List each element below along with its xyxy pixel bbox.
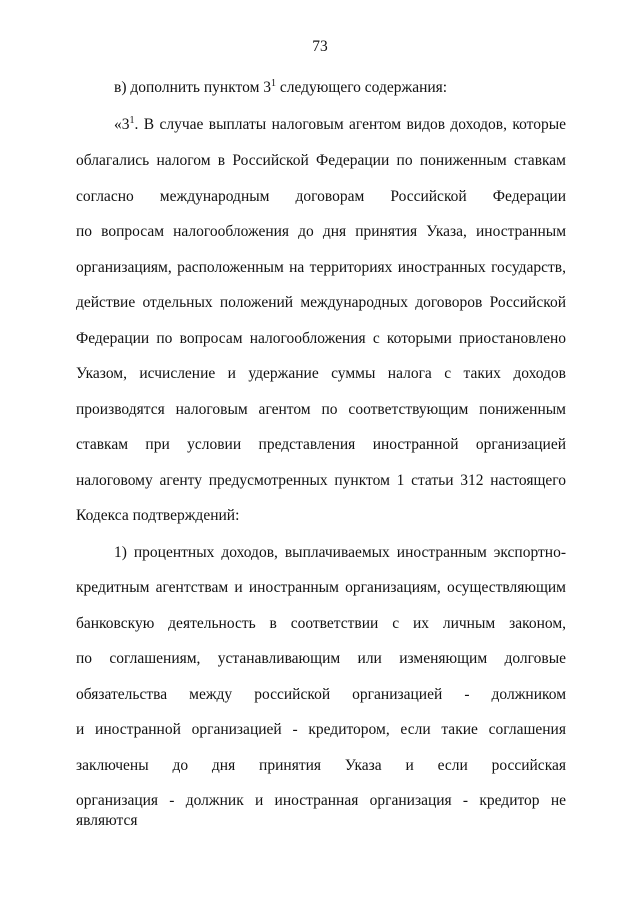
paragraph-1-line: Указом, исчисление и удержание суммы налога с таких доходов [76,365,566,382]
item-v-superscript: 1 [271,77,276,89]
paragraph-2-line: организация - должник и иностранная организация - кредитор не являются [76,792,566,829]
paragraph-1-first-line [114,115,566,135]
paragraph-2-first-line: 1) процентных доходов, выплачиваемых иностранным экспортно- [114,544,566,561]
paragraph-1-prefix: «3 [114,116,130,133]
paragraph-1-line: производятся налоговым агентом по соответствующим пониженным [76,401,566,418]
paragraph-2-line: кредитным агентствам и иностранным организациям, осуществляющим [76,579,566,596]
paragraph-1-line: ставкам при условии представления иностранной организацией [76,436,566,453]
paragraph-2-line: заключены до дня принятия Указа и если российская [76,757,566,774]
paragraph-1-line: налоговому агенту предусмотренных пунктом 1 статьи 312 настоящего [76,472,566,489]
item-v-line [114,78,566,98]
paragraph-2-line: обязательства между российской организацией - должником [76,686,566,703]
paragraph-1-last-line: Кодекса подтверждений: [76,507,240,524]
page-number: 73 [312,38,328,55]
paragraph-2-line: банковскую деятельность в соответствии с их личным законом, [76,615,566,632]
item-v-prefix: в) дополнить пунктом 3 [114,79,271,96]
paragraph-1-line: по вопросам налогообложения до дня принятия Указа, иностранным [76,223,566,240]
item-v-suffix: следующего содержания: [276,79,448,96]
paragraph-1-line: организациям, расположенным на территориях иностранных государств, [76,259,566,276]
paragraph-2-line: и иностранной организацией - кредитором, если такие соглашения [76,721,566,738]
paragraph-1-line: Федерации по вопросам налогообложения с которыми приостановлено [76,330,566,347]
paragraph-1-first-rest: . В случае выплаты налоговым агентом видов доходов, которые [134,116,566,133]
paragraph-1-superscript: 1 [129,114,135,126]
paragraph-1-line: облагались налогом в Российской Федерации по пониженным ставкам [76,152,566,169]
paragraph-1-line: действие отдельных положений международных договоров Российской [76,294,566,311]
paragraph-2-line: по соглашениям, устанавливающим или изменяющим долговые [76,650,566,667]
paragraph-1-line: согласно международным договорам Российской Федерации [76,188,566,205]
